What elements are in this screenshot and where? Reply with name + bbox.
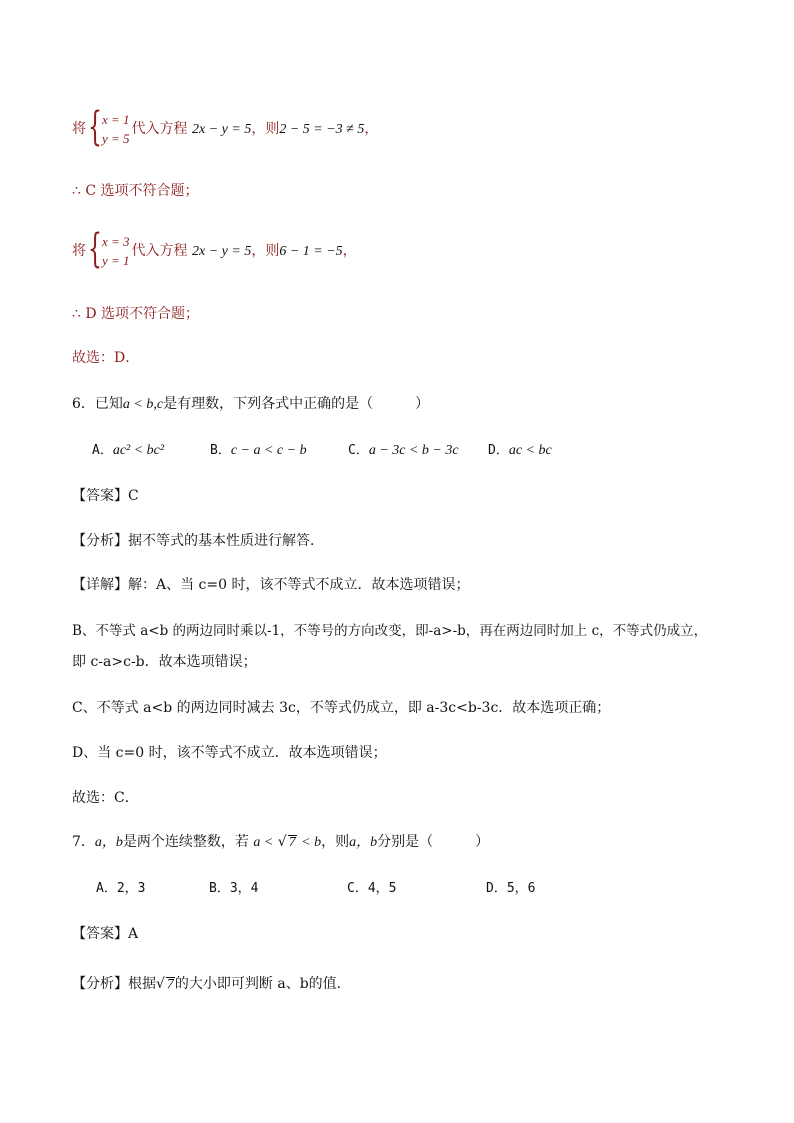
text-then: ，则	[251, 121, 280, 137]
q6-option-b: B．c − a < c − b	[210, 443, 307, 458]
q7-analysis-sqrt: √ 7	[156, 976, 174, 992]
q7-then: ，则	[321, 834, 350, 850]
conclusion-c: ∴ C 选项不符合题；	[72, 183, 199, 199]
system-x: x = 1	[102, 112, 130, 127]
q6-detail: 【详解】解：A、当 c=0 时，该不等式不成立．故本选项错误；	[72, 577, 470, 593]
q6-selection: 故选：C．	[72, 790, 139, 806]
equation-system-1: { x = 1 y = 5	[88, 104, 130, 150]
q6-suffix: 是有理数，下列各式中正确的是（ ）	[163, 396, 430, 412]
system-x: x = 3	[102, 234, 130, 249]
q6-detail-b-1: B、不等式 a<b 的两边同时乘以-1，不等号的方向改变，即-a>-b，再在两边同时加上 c，不等式仍成立，	[72, 623, 708, 639]
system-y: y = 1	[102, 253, 130, 268]
selection-d: 故选：D．	[72, 350, 140, 366]
q6-answer: 【答案】C	[72, 488, 139, 504]
q6-option-a: A．ac² < bc²	[92, 443, 165, 458]
equation: 2x − y = 5	[192, 244, 252, 259]
question-6	[72, 393, 429, 413]
q7-analysis-pre: 【分析】根据	[72, 976, 156, 992]
text-end: ，	[364, 121, 379, 137]
q7-option-a: A．2，3	[96, 881, 146, 896]
conclusion-d: ∴ D 选项不符合题；	[72, 306, 200, 322]
q6-options	[92, 439, 552, 459]
q7-suffix: 分别是（ ）	[377, 834, 490, 850]
q7-ab: a，b	[94, 835, 123, 850]
q6-condition: a < b,c	[122, 397, 164, 412]
q7-analysis-radicand: 7	[166, 977, 174, 992]
q6-detail-b-2: 即 c-a>c-b．故本选项错误；	[72, 654, 257, 670]
q7-radicand: 7	[288, 835, 296, 850]
q7-ineq-right: < b	[301, 835, 322, 850]
q7-option-b: B．3，4	[209, 881, 259, 896]
calculation: 2 − 5 = −3 ≠ 5	[279, 122, 365, 137]
system-y: y = 5	[102, 131, 130, 146]
substitution-line-1	[72, 104, 379, 150]
equation-system-2: { x = 3 y = 1	[88, 226, 130, 272]
text-then: ，则	[251, 243, 280, 259]
text-substitute: 代入方程	[131, 243, 188, 259]
q7-option-d: D．5，6	[486, 881, 536, 896]
equation: 2x − y = 5	[192, 122, 252, 137]
text-jiang: 将	[72, 121, 86, 137]
q6-option-d: D．ac < bc	[488, 443, 552, 458]
q7-option-c: C．4，5	[347, 881, 397, 896]
q7-analysis-post: 的大小即可判断 a、b的值．	[174, 976, 351, 992]
text-jiang: 将	[72, 243, 86, 259]
q6-detail-c: C、不等式 a<b 的两边同时减去 3c，不等式仍成立，即 a-3c<b-3c．故本选项正确；	[72, 700, 611, 716]
q7-answer: 【答案】A	[72, 926, 139, 942]
question-7	[72, 831, 489, 851]
q7-prefix: 7．	[72, 834, 95, 850]
q6-prefix: 6．已知	[72, 396, 123, 412]
q7-text: 是两个连续整数，若	[122, 834, 249, 850]
text-substitute: 代入方程	[131, 121, 188, 137]
calculation: 6 − 1 = −5	[279, 244, 343, 259]
text-end: ，	[342, 243, 357, 259]
q6-option-c: C．a − 3c < b − 3c	[348, 443, 459, 458]
q7-ab-2: a，b	[349, 835, 378, 850]
q7-sqrt: √ 7	[277, 834, 296, 850]
substitution-line-2	[72, 226, 357, 272]
q7-ineq-left: a <	[253, 835, 274, 850]
q6-analysis: 【分析】据不等式的基本性质进行解答．	[72, 533, 324, 549]
q6-detail-d: D、当 c=0 时，该不等式不成立．故本选项错误；	[72, 745, 387, 761]
q7-analysis	[72, 973, 351, 993]
q7-options	[96, 877, 535, 896]
